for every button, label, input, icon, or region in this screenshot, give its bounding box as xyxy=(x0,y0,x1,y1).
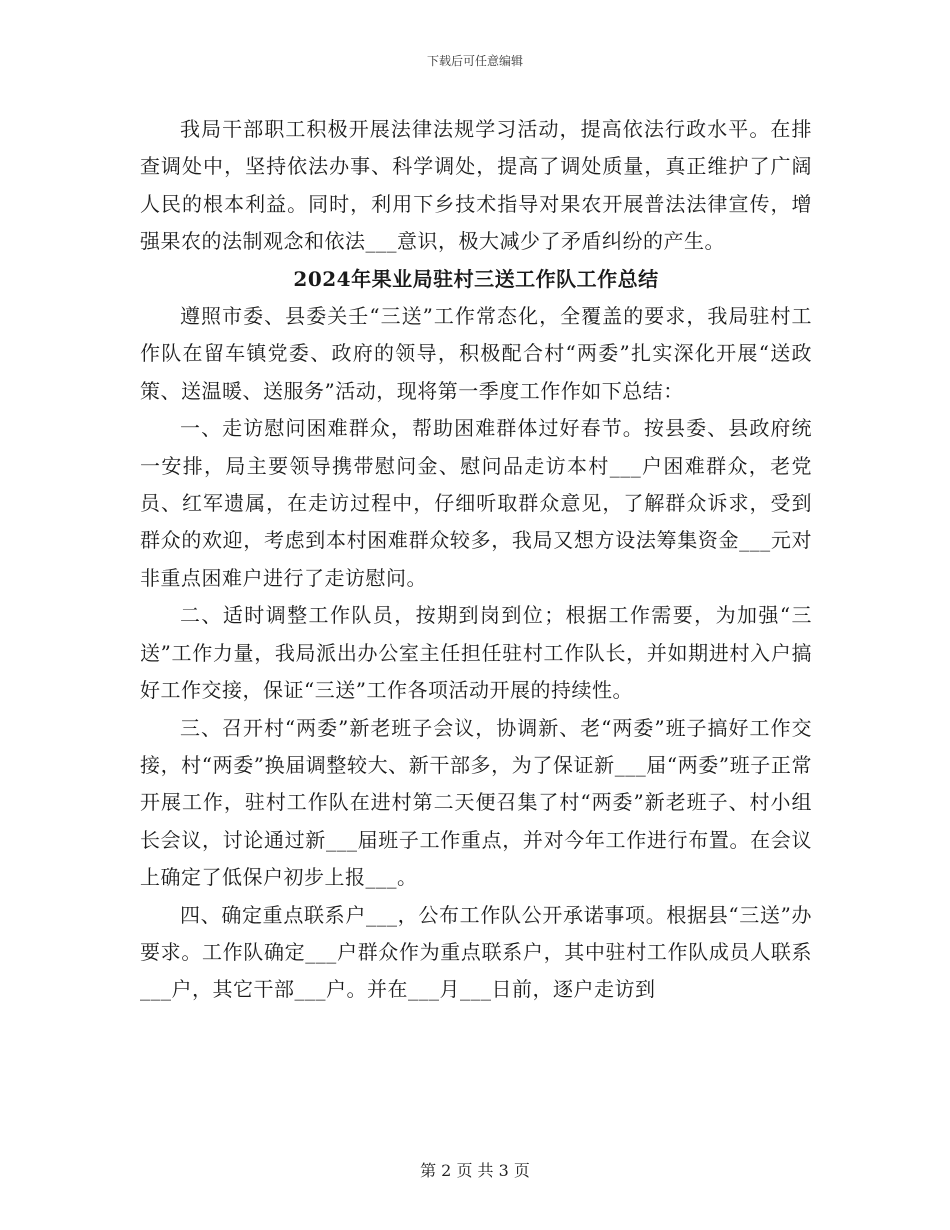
document-body xyxy=(140,111,812,1009)
document-title: 2024年果业局驻村三送工作队工作总结 xyxy=(293,266,659,291)
paragraph-section-4: 四、确定重点联系户___，公布工作队公开承诺事项。根据县“三送”办要求。工作队确定___户群众作为重点联系户，其中驻村工作队成员人联系___户，其它干部___户。并在___月___日前，逐户走访到 xyxy=(140,902,812,1002)
page-number-footer: 第 2 页 共 3 页 xyxy=(420,1161,530,1180)
paragraph-section-1: 一、走访慰问困难群众，帮助困难群体过好春节。按县委、县政府统一安排，局主要领导携带慰问金、慰问品走访本村___户困难群众，老党员、红军遗属，在走访过程中，仔细听取群众意见，了解群众诉求，受到群众的欢迎，考虑到本村困难群众较多，我局又想方设法筹集资金___元对非重点困难户进行了走访慰问。 xyxy=(140,416,812,590)
paragraph-section-3: 三、召开村“两委”新老班子会议，协调新、老“两委”班子搞好工作交接，村“两委”换届调整较大、新干部多，为了保证新___届“两委”班子正常开展工作，驻村工作队在进村第二天便召集了村“两委”新老班子、村小组长会议，讨论通过新___届班子工作重点，并对今年工作进行布置。在会议上确定了低保户初步上报___。 xyxy=(140,715,812,890)
intro-paragraph: 我局干部职工积极开展法律法规学习活动，提高依法行政水平。在排查调处中，坚持依法办事、科学调处，提高了调处质量，真正维护了广阔人民的根本利益。同时，利用下乡技术指导对果农开展普法法律宣传，增强果农的法制观念和依法___意识，极大减少了矛盾纠纷的产生。 xyxy=(140,117,812,254)
paragraph-section-2: 二、适时调整工作队员，按期到岗到位；根据工作需要，为加强“三送”工作力量，我局派出办公室主任担任驻村工作队长，并如期进村入户搞好工作交接，保证“三送”工作各项活动开展的持续性。 xyxy=(140,603,812,703)
paragraph-preface: 遵照市委、县委关壬“三送”工作常态化，全覆盖的要求，我局驻村工作队在留车镇党委、政府的领导，积极配合村“两委”扎实深化开展“送政策、送温暖、送服务”活动，现将第一季度工作作如下总结： xyxy=(140,304,812,403)
page-header-note: 下载后可任意编辑 xyxy=(426,54,523,68)
